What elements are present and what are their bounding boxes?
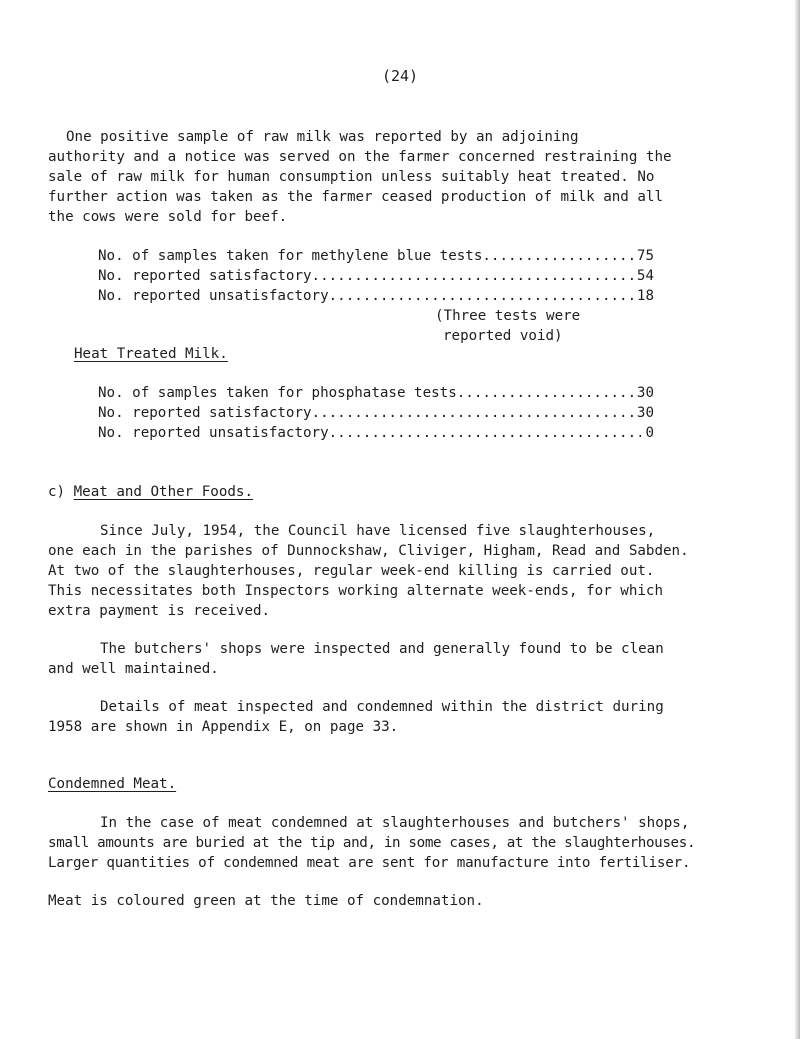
- list-item-label: No. reported unsatisfactory: [98, 288, 329, 304]
- list-item-label: No. reported unsatisfactory: [98, 425, 329, 441]
- paragraph-line: At two of the slaughterhouses, regular week-end killing is carried out.: [48, 563, 655, 579]
- list-item-value: 30: [636, 405, 654, 421]
- paragraph-line: The butchers' shops were inspected and generally found to be clean: [100, 641, 664, 657]
- list-item-label: No. of samples taken for phosphatase tests: [98, 385, 457, 401]
- paragraph-line: 1958 are shown in Appendix E, on page 33.: [48, 719, 399, 735]
- list-item-value: 75: [636, 248, 654, 264]
- section-title: Meat and Other Foods.: [73, 484, 254, 500]
- condemned-meat-heading: Condemned Meat.: [48, 776, 177, 792]
- colouring-paragraph: [48, 891, 768, 911]
- list-item-label: No. of samples taken for methylene blue tests: [98, 248, 483, 264]
- dot-leader: [457, 383, 633, 403]
- list-item: [98, 246, 654, 266]
- paragraph-line: and well maintained.: [48, 661, 219, 677]
- appendix-paragraph: [48, 697, 768, 737]
- dot-leader: [329, 423, 642, 443]
- intro-line: sale of raw milk for human consumption unless suitably heat treated. No: [48, 169, 655, 185]
- page-edge-shadow: [794, 0, 800, 1039]
- page-number: (24): [381, 67, 419, 85]
- paragraph-line: Larger quantities of condemned meat are sent for manufacture into fertiliser.: [48, 855, 691, 871]
- condemned-paragraph: [48, 813, 793, 873]
- list-item-label: No. reported satisfactory: [98, 268, 312, 284]
- intro-line: authority and a notice was served on the farmer concerned restraining the: [48, 149, 672, 165]
- paragraph-line: small amounts are buried at the tip and, in some cases, at the slaughterhouses.: [48, 835, 696, 851]
- section-prefix: c): [48, 484, 66, 500]
- list-item-value: 18: [636, 288, 654, 304]
- butchers-paragraph: [48, 639, 768, 679]
- methylene-blue-list: [98, 246, 654, 346]
- paragraph-line: Meat is coloured green at the time of condemnation.: [48, 893, 484, 909]
- paragraph-line: In the case of meat condemned at slaughterhouses and butchers' shops,: [100, 815, 690, 831]
- intro-paragraph: [48, 127, 768, 227]
- dot-leader: [482, 246, 633, 266]
- paragraph-line: Since July, 1954, the Council have licensed five slaughterhouses,: [100, 523, 656, 539]
- list-item-label: No. reported satisfactory: [98, 405, 312, 421]
- phosphatase-list: [98, 383, 654, 443]
- list-item: [98, 383, 654, 403]
- paragraph-line: one each in the parishes of Dunnockshaw, Cliviger, Higham, Read and Sabden.: [48, 543, 689, 559]
- meat-section-heading: [48, 482, 768, 502]
- list-item: [98, 286, 654, 306]
- intro-line: One positive sample of raw milk was reported by an adjoining: [66, 129, 579, 145]
- list-item-value: 54: [636, 268, 654, 284]
- intro-line: the cows were sold for beef.: [48, 209, 288, 225]
- slaughterhouse-paragraph: [48, 521, 768, 621]
- heat-treated-heading: Heat Treated Milk.: [74, 346, 228, 362]
- paragraph-line: This necessitates both Inspectors working alternate week-ends, for which: [48, 583, 663, 599]
- void-tests-note: reported void): [443, 328, 563, 344]
- list-item: [98, 423, 654, 443]
- list-item: [98, 266, 654, 286]
- intro-line: further action was taken as the farmer ceased production of milk and all: [48, 189, 663, 205]
- dot-leader: [312, 403, 633, 423]
- list-item: [98, 403, 654, 423]
- list-item-value: 0: [645, 425, 654, 441]
- list-item-value: 30: [636, 385, 654, 401]
- dot-leader: [329, 286, 633, 306]
- void-tests-note: (Three tests were: [435, 308, 581, 324]
- dot-leader: [312, 266, 633, 286]
- paragraph-line: Details of meat inspected and condemned within the district during: [100, 699, 664, 715]
- paragraph-line: extra payment is received.: [48, 603, 271, 619]
